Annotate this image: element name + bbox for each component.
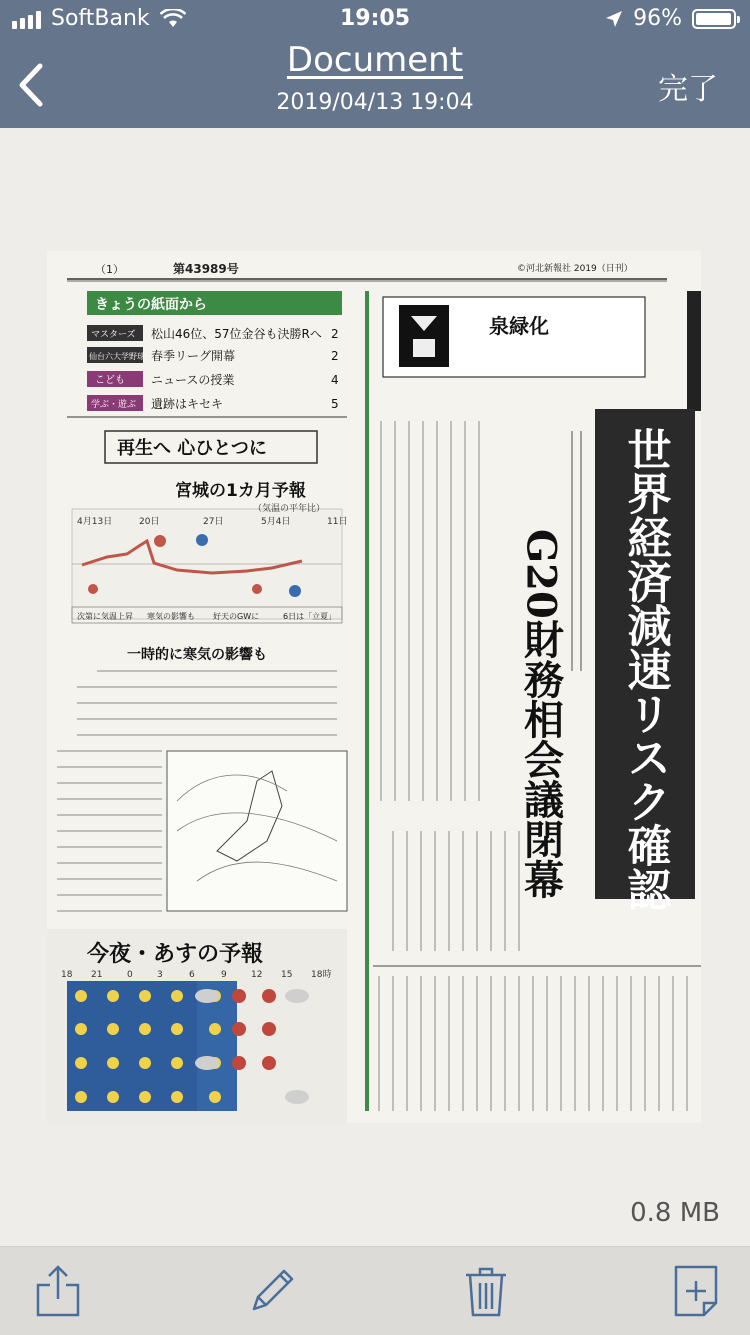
forecast-hour: 18: [61, 970, 73, 980]
done-button[interactable]: 完了: [658, 72, 718, 107]
bottom-toolbar: [0, 1246, 750, 1335]
newspaper-page: [47, 251, 701, 1123]
index-page: 2: [331, 349, 339, 363]
index-text: 春季リーグ開幕: [151, 349, 236, 363]
pencil-icon: [244, 1263, 300, 1319]
index-text: ニュースの授業: [151, 373, 235, 387]
forecast-hour: 6: [189, 970, 195, 980]
weather-label: 6日は「立夏」: [283, 612, 337, 621]
slogan: 再生へ 心ひとつに: [117, 438, 267, 459]
main-headline: 世界経済減速リスク確認: [619, 427, 671, 911]
weather-title: 宮城の1カ月予報: [175, 481, 306, 501]
weather-date: 20日: [139, 517, 160, 527]
edit-button[interactable]: [244, 1263, 300, 1319]
document-title: Document: [286, 40, 464, 80]
index-text: 遺跡はキセキ: [151, 397, 224, 411]
document-date: 2019/04/13 19:04: [276, 90, 474, 115]
index-tag: マスターズ: [91, 330, 136, 340]
page-number: （1）: [95, 263, 124, 276]
location-arrow-icon: [605, 10, 623, 28]
status-time: 19:05: [339, 6, 411, 31]
file-size: 0.8 MB: [630, 1198, 720, 1228]
tonight-title: 今夜・あすの予報: [87, 942, 264, 967]
weather-date: 4月13日: [77, 517, 113, 527]
weather-label: 好天のGWに: [213, 612, 260, 621]
sub-headline: G20財務相会議閉幕: [517, 529, 565, 899]
add-page-button[interactable]: [668, 1263, 724, 1319]
weather-label: 寒気の影響も: [147, 612, 195, 621]
add-page-icon: [668, 1263, 724, 1319]
copyright: ©河北新報社 2019（日刊）: [517, 264, 633, 274]
forecast-hour: 15: [281, 970, 293, 980]
trash-icon: [458, 1263, 514, 1319]
index-title: きょうの紙面から: [95, 297, 207, 313]
forecast-hour: 12: [251, 970, 263, 980]
scanned-document-image[interactable]: [47, 251, 701, 1123]
delete-button[interactable]: [458, 1263, 514, 1319]
weather-subtitle: （気温の平年比）: [253, 504, 326, 514]
weather-label: 次第に気温上昇: [77, 612, 133, 621]
weather-date: 11日: [327, 517, 348, 527]
forecast-hour: 21: [91, 970, 103, 980]
ad-company: 泉緑化: [489, 314, 549, 338]
share-icon: [30, 1263, 86, 1319]
index-page: 4: [331, 373, 339, 387]
battery-level: [696, 13, 731, 25]
forecast-hour: 0: [127, 970, 133, 980]
index-tag: 学ぶ・遊ぶ: [91, 400, 137, 410]
status-right: [605, 6, 736, 31]
weather-headline: 一時的に寒気の影響も: [127, 647, 267, 663]
weather-date: 27日: [203, 517, 224, 527]
navigation-bar: [0, 40, 750, 128]
index-page: 2: [331, 327, 339, 341]
index-tag: 仙台六大学野球: [89, 352, 145, 361]
forecast-hour: 9: [221, 970, 227, 980]
weather-date: 5月4日: [261, 517, 291, 527]
index-page: 5: [331, 397, 339, 411]
document-viewer: [0, 128, 750, 1246]
share-button[interactable]: [30, 1263, 86, 1319]
battery-percent: 96%: [633, 6, 682, 31]
status-bar: [0, 0, 750, 40]
battery-icon: [692, 9, 736, 29]
carrier-label: SoftBank: [51, 6, 150, 31]
issue-number: 第43989号: [173, 262, 239, 276]
index-text: 松山46位、57位金谷も決勝Rへ: [151, 327, 322, 341]
forecast-hour: 18時: [311, 970, 332, 980]
forecast-hour: 3: [157, 970, 163, 980]
index-tag: こども: [95, 375, 125, 386]
